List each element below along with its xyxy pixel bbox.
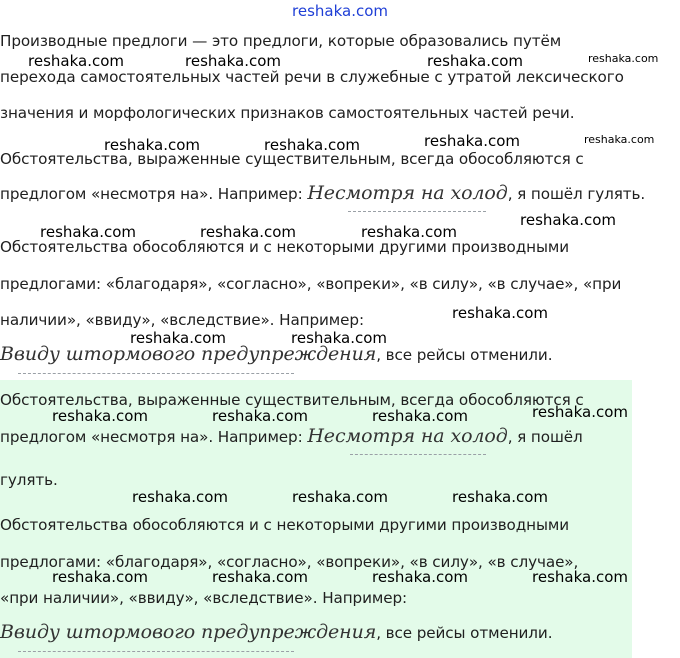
- example-underline: [350, 454, 486, 455]
- watermark: reshaka.com: [132, 488, 228, 506]
- rule-other-line-3: наличии», «ввиду», «вследствие». Например:: [0, 311, 364, 329]
- answer-line-5: предлогами: «благодаря», «согласно», «вопреки», «в силу», «в случае»,: [0, 553, 579, 571]
- answer-line-1: Обстоятельства, выраженные существительным, всегда обособляются с: [0, 391, 584, 409]
- watermark: reshaka.com: [532, 403, 628, 421]
- example-underline: [348, 211, 486, 212]
- definition-line-2: перехода самостоятельных частей речи в служебные с утратой лексического: [0, 68, 624, 86]
- watermark: reshaka.com: [427, 52, 523, 70]
- watermark: reshaka.com: [452, 488, 548, 506]
- watermark: reshaka.com: [28, 52, 124, 70]
- example-suffix: , все рейсы отменили.: [376, 346, 553, 364]
- watermark: reshaka.com: [52, 407, 148, 425]
- watermark: reshaka.com: [532, 568, 628, 586]
- answer-line-2: [0, 426, 583, 447]
- example-suffix: , я пошёл гулять.: [507, 185, 646, 203]
- answer-line-6: «при наличии», «ввиду», «вследствие». Например:: [0, 589, 408, 607]
- example-italic: Несмотря на холод: [307, 182, 508, 204]
- rule-other-line-4: [0, 344, 552, 365]
- rule-noun-line-1: Обстоятельства, выраженные существительным, всегда обособляются с: [0, 150, 584, 168]
- watermark: reshaka.com: [584, 133, 655, 146]
- example-italic: Ввиду штормового предупреждения: [0, 343, 377, 365]
- watermark: reshaka.com: [424, 132, 520, 150]
- answer-line-4: Обстоятельства обособляются и с некоторыми другими производными: [0, 516, 570, 534]
- watermark: reshaka.com: [185, 52, 281, 70]
- answer-line-7: [0, 622, 552, 643]
- watermark: reshaka.com: [292, 488, 388, 506]
- watermark: reshaka.com: [372, 568, 468, 586]
- watermark: reshaka.com: [104, 136, 200, 154]
- rule-noun-text: предлогом «несмотря на». Например:: [0, 185, 308, 203]
- example-suffix: , я пошёл: [507, 428, 583, 446]
- example-italic: Ввиду штормового предупреждения: [0, 621, 377, 643]
- watermark: reshaka.com: [520, 211, 616, 229]
- example-underline: [18, 373, 294, 374]
- watermark: reshaka.com: [212, 568, 308, 586]
- watermark: reshaka.com: [200, 223, 296, 241]
- rule-other-line-2: предлогами: «благодаря», «согласно», «вопреки», «в силу», «в случае», «при: [0, 275, 622, 293]
- watermark: reshaka.com: [588, 52, 659, 65]
- watermark: reshaka.com: [130, 329, 226, 347]
- watermark: reshaka.com: [361, 223, 457, 241]
- example-underline: [18, 651, 294, 652]
- answer-line-3: гулять.: [0, 471, 58, 489]
- watermark: reshaka.com: [40, 223, 136, 241]
- answer-text: предлогом «несмотря на». Например:: [0, 428, 308, 446]
- example-italic: Несмотря на холод: [307, 425, 508, 447]
- watermark: reshaka.com: [452, 304, 548, 322]
- watermark: reshaka.com: [52, 568, 148, 586]
- watermark: reshaka.com: [212, 407, 308, 425]
- definition-line-1: Производные предлоги — это предлоги, которые образовались путём: [0, 32, 562, 50]
- watermark: reshaka.com: [372, 407, 468, 425]
- definition-line-3: значения и морфологических признаков самостоятельных частей речи.: [0, 104, 575, 122]
- site-watermark-header: reshaka.com: [292, 2, 388, 20]
- rule-other-line-1: Обстоятельства обособляются и с некоторыми другими производными: [0, 238, 570, 256]
- watermark: reshaka.com: [264, 136, 360, 154]
- example-suffix: , все рейсы отменили.: [376, 624, 553, 642]
- rule-noun-line-2: [0, 183, 645, 204]
- watermark: reshaka.com: [291, 329, 387, 347]
